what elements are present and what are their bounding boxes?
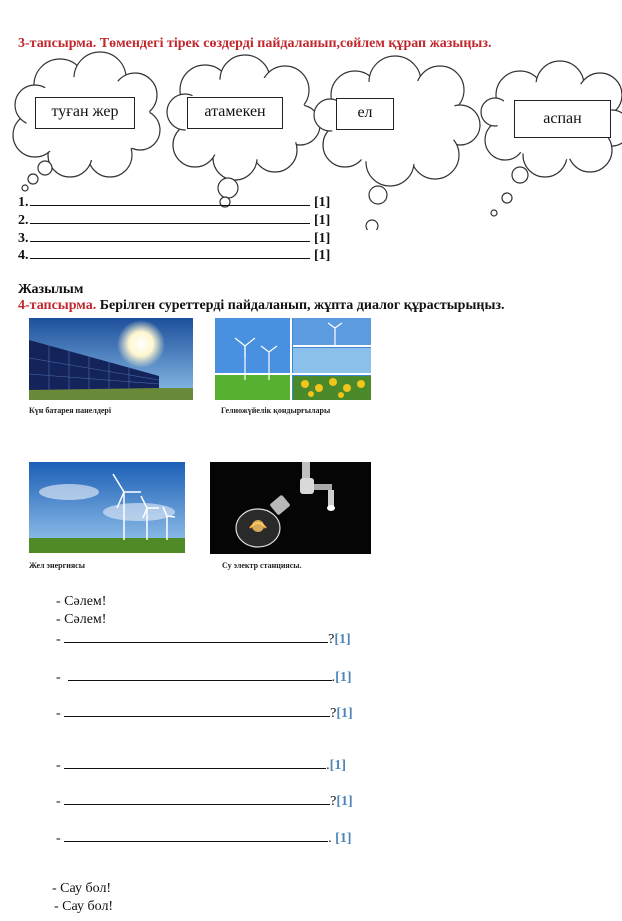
line-end: ? [330,706,337,721]
task3-number: 3-тапсырма. [18,36,97,51]
blank-line[interactable] [68,668,332,681]
keyword-box-2: атамекен [187,97,283,129]
keyword-box-1: туған жер [35,97,135,129]
answer-line-4[interactable] [18,246,330,264]
line-end: . [326,758,330,773]
task3-instruction: Төмендегі тірек сөздерді пайдаланып,сөйлем құрап жазыңыз. [96,36,492,51]
helio-collage-photo [215,318,371,400]
dialogue-dash: - [56,632,61,647]
blank-line[interactable] [64,829,328,842]
dialogue-line-6[interactable] [56,829,352,847]
line-end: . [331,670,336,685]
score-mark: [1] [336,706,353,721]
answer-line-3[interactable] [18,229,330,247]
task4-number: 4-тапсырма. [18,298,97,313]
line-number: 3. [18,231,29,246]
score-mark: [1] [314,213,331,228]
dialogue-dash: - [56,758,61,773]
blank-line[interactable] [30,211,310,224]
dialogue-dash: - [56,706,61,721]
dialogue-line-3[interactable] [56,704,353,722]
dialogue-dash: - [56,794,61,809]
dialogue-greeting-2: - Сәлем! [56,612,107,627]
dialogue-line-5[interactable] [56,792,353,810]
score-mark: [1] [314,231,331,246]
hydro-station-photo [210,462,371,554]
score-mark: [1] [334,632,351,647]
dialogue-farewell-1: - Сау бол! [52,881,112,896]
blank-line[interactable] [30,229,310,242]
answer-line-1[interactable] [18,193,330,211]
thought-cloud-4 [481,61,622,216]
score-mark: [1] [314,248,331,263]
dialogue-line-1[interactable] [56,630,351,648]
blank-line[interactable] [64,792,330,805]
dialogue-greeting-1: - Сәлем! [56,594,107,609]
task4-instruction: Берілген суреттерді пайдаланып, жұпта диалог құрастырыңыз. [96,298,505,313]
blank-line[interactable] [64,756,326,769]
section-heading: Жазылым [18,282,84,297]
line-end: . [328,831,332,846]
keyword-box-4: аспан [514,100,611,138]
line-number: 1. [18,195,29,210]
blank-line[interactable] [64,704,330,717]
task4-title [18,298,505,314]
keyword-box-3: ел [336,98,394,130]
score-mark: [1] [329,758,346,773]
wind-turbines-photo [29,462,185,553]
photo-caption-2: Гелиожүйелік қондырғылары [221,406,331,415]
thought-cloud-2 [167,55,320,207]
score-mark: [1] [335,831,352,846]
blank-line[interactable] [30,246,310,259]
dialogue-line-2[interactable] [56,668,352,686]
score-mark: [1] [314,195,331,210]
blank-line[interactable] [64,630,328,643]
line-number: 4. [18,248,29,263]
photo-caption-1: Күн батарея панелдері [29,406,112,415]
line-end: ? [328,632,335,647]
answer-line-2[interactable] [18,211,330,229]
solar-panels-photo [29,318,193,400]
line-number: 2. [18,213,29,228]
dialogue-line-4[interactable] [56,756,346,774]
photo-caption-4: Су электр станциясы. [222,561,302,570]
score-mark: [1] [335,670,352,685]
dialogue-dash: - [56,670,61,685]
dialogue-farewell-2: - Сау бол! [54,899,114,914]
thought-cloud-3 [314,56,480,230]
photo-caption-3: Жел энергиясы [29,561,85,570]
line-end: ? [330,794,337,809]
blank-line[interactable] [30,193,310,206]
score-mark: [1] [336,794,353,809]
dialogue-dash: - [56,831,61,846]
